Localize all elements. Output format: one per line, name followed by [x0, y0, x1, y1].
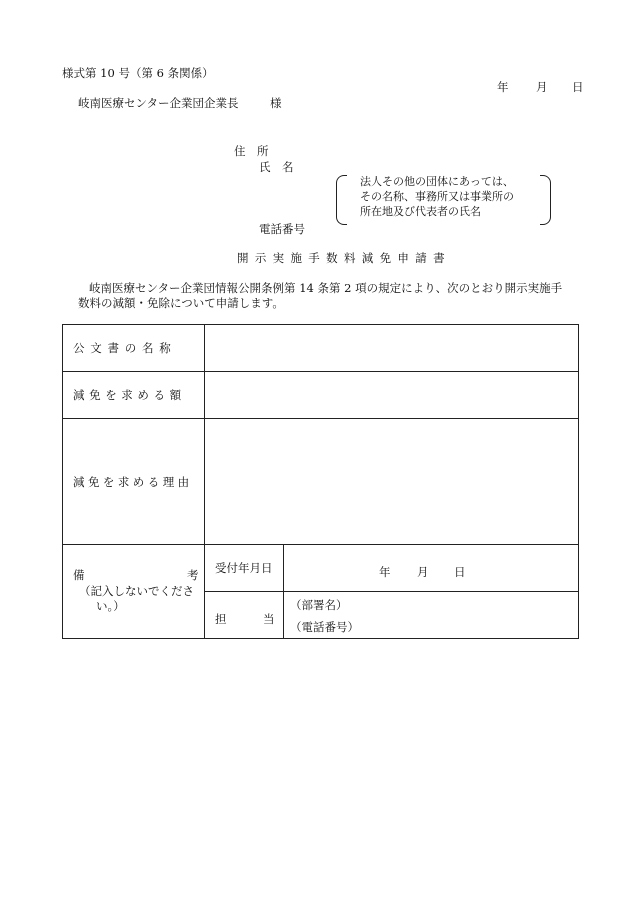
- applicant-note-line-1: 法人その他の団体にあっては、: [360, 175, 514, 188]
- received-day-label: 日: [454, 565, 466, 579]
- staff-field[interactable]: [284, 592, 579, 639]
- date-day-label: 日: [572, 80, 584, 94]
- form-number: 様式第 10 号（第 6 条関係）: [62, 66, 214, 80]
- staff-label-cell: [205, 592, 284, 639]
- date-month-label: 月: [536, 80, 548, 94]
- amount-label: 減免を求める額: [63, 372, 205, 419]
- row-document-name: [63, 325, 579, 372]
- document-name-field[interactable]: [205, 325, 579, 372]
- remarks-label-left: 備: [73, 568, 85, 582]
- staff-label-right: 当: [263, 612, 275, 626]
- remarks-note-line-2: い。）: [96, 599, 125, 613]
- amount-field[interactable]: [205, 372, 579, 419]
- row-received-date: [63, 545, 579, 592]
- received-year-label: 年: [379, 565, 391, 579]
- note-left-bracket: [336, 175, 347, 225]
- honorific: 様: [270, 96, 282, 110]
- name-label: 氏 名: [259, 160, 294, 174]
- reason-field[interactable]: [205, 419, 579, 545]
- applicant-note-line-2: その名称、事務所又は事業所の: [360, 190, 514, 203]
- body-line-1: 岐南医療センター企業団情報公開条例第 14 条第 2 項の規定により、次のとおり開示実施手: [89, 281, 563, 295]
- received-date-label: 受付年月日: [205, 545, 284, 592]
- remarks-label-right: 考: [187, 568, 199, 582]
- staff-phone-label: （電話番号）: [290, 620, 359, 634]
- date-year-label: 年: [497, 80, 509, 94]
- phone-label: 電話番号: [259, 222, 305, 236]
- remarks-cell: [63, 545, 205, 639]
- row-amount: [63, 372, 579, 419]
- staff-label-left: 担: [215, 612, 227, 626]
- document-name-label: 公文書の名称: [63, 325, 205, 372]
- addressee: 岐南医療センター企業団企業長: [78, 96, 239, 110]
- received-date-field[interactable]: [284, 545, 579, 592]
- reason-label: 減免を求める理由: [63, 419, 205, 545]
- row-reason: [63, 419, 579, 545]
- application-table: [62, 324, 579, 639]
- page-title: 開示実施手数料減免申請書: [237, 251, 451, 265]
- department-label: （部署名）: [290, 598, 348, 612]
- address-label: 住 所: [234, 144, 269, 158]
- applicant-note-line-3: 所在地及び代表者の氏名: [360, 205, 481, 218]
- note-right-bracket: [540, 175, 551, 225]
- remarks-note-line-1: （記入しないでくださ: [79, 584, 194, 598]
- body-line-2: 数料の減額・免除について申請します。: [78, 296, 284, 310]
- received-month-label: 月: [417, 565, 429, 579]
